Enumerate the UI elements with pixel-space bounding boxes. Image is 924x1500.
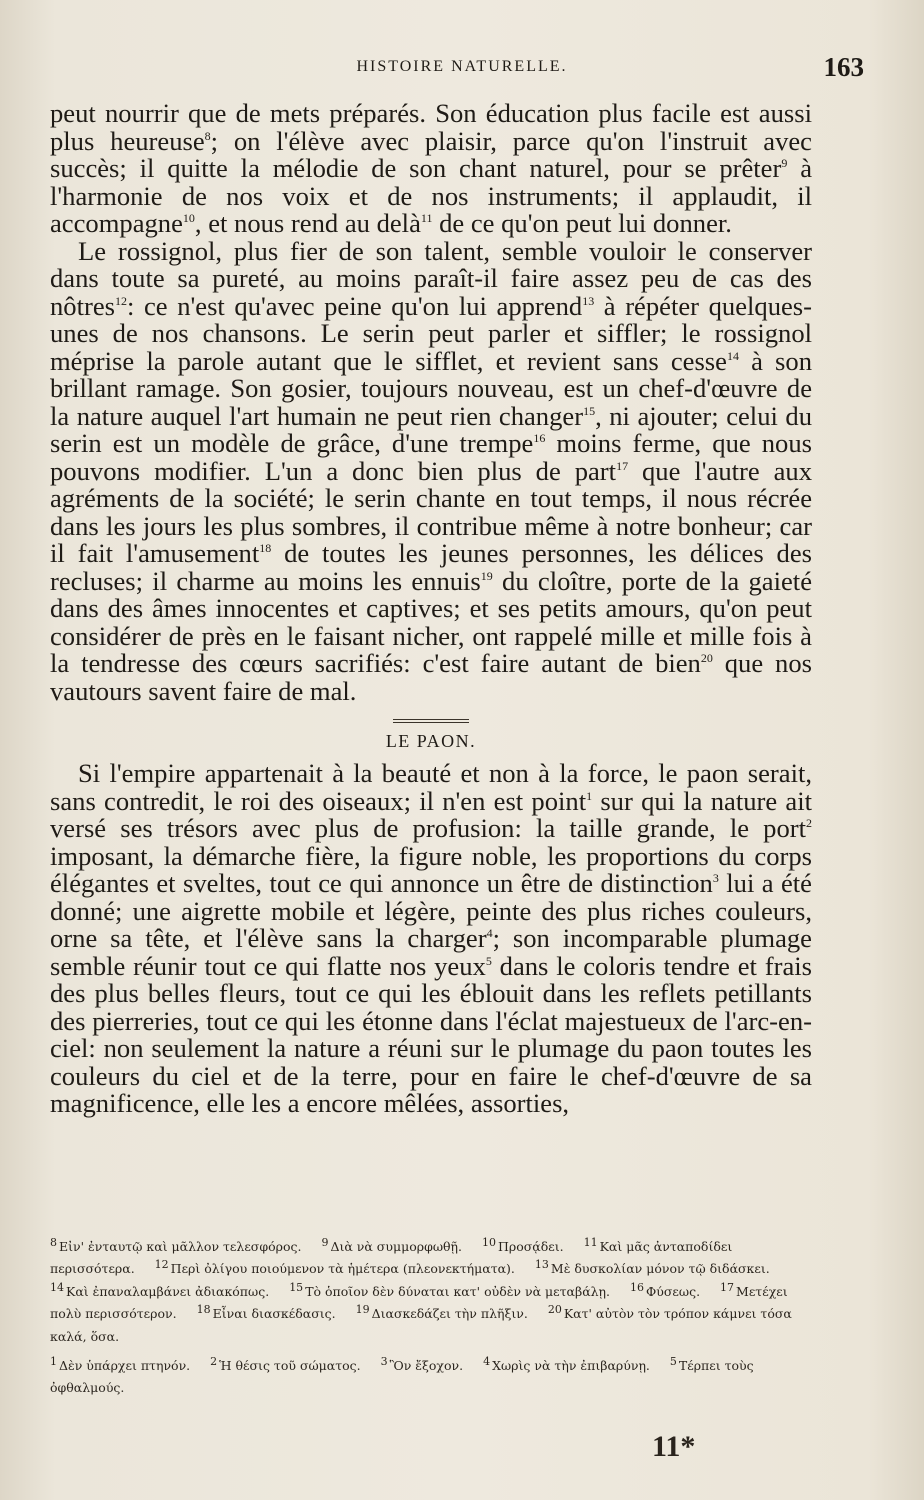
footnote: 2 Ἡ θέσις τοῦ σώματος. [210, 1354, 361, 1374]
footnote: 16 Φύσεως. [630, 1280, 701, 1299]
text-run: à répéter quelques-unes de nos chansons. Le serin peut parler et siffler; le rossignol méprise la parole autant que le sifflet, et revient sans cesse [50, 290, 812, 376]
text-run: lui a été donné; une aigrette mobile et légère, peinte des plus riches couleurs, orne sa tête, et l'élève sans la charger [50, 868, 812, 953]
footnote-ref: 19 [480, 568, 493, 583]
footnote: 5 Τέρπει τοὺς ὀφθαλμούς. [50, 1354, 754, 1396]
footnote-group-1 [50, 1236, 814, 1348]
footnote-ref: 4 [486, 926, 493, 941]
footnote-ref: 18 [259, 541, 272, 556]
footnote: 8 Εἰν' ἐνταυτῷ καὶ μᾶλλον τελεσφόρος. [50, 1235, 302, 1254]
footnote: 11 Καὶ μᾶς ἀνταποδίδει περισσότερα. [50, 1235, 733, 1277]
footnote: 15 Τὸ ὁποῖον δὲν δύναται κατ' οὐδὲν νὰ μεταβάλῃ. [289, 1280, 611, 1299]
footnote-ref: 14 [726, 348, 739, 363]
text-run: de toutes les jeunes personnes, les délices des recluses; il charme au moins les ennuis [50, 538, 812, 596]
footnote-ref: 9 [781, 156, 788, 171]
footnote-ref: 16 [533, 431, 546, 446]
text-run: Le rossignol, plus fier de son talent, semble vouloir le conserver dans toute sa pureté, au moins paraît-il faire assez peu de cas des nôtres [50, 235, 812, 321]
footnote-ref: 13 [582, 293, 595, 308]
footnote: 17 Μετέχει πολὺ περισσότερον. [50, 1280, 788, 1322]
text-run: moins ferme, que nous pouvons modifier. L'un a donc bien plus de part [50, 428, 812, 486]
text-run: Si l'empire appartenait à la beauté et non à la force, le paon serait, sans contredit, le roi des oiseaux; il n'en est point [50, 758, 812, 816]
footnote: 19 Διασκεδάζει τὴν πλῆξιν. [355, 1303, 528, 1322]
footnote: 4 Χωρὶς νὰ τὴν ἐπιβαρύνῃ. [483, 1354, 650, 1374]
text-run: ; on l'élève avec plaisir, parce qu'on l'instruit avec succès; il quitte la mélodie de son chant naturel, pour se prêter [50, 125, 812, 183]
footnote: 3 Ὃν ἔξοχον. [380, 1354, 464, 1374]
text-run: du cloître, porte de la gaieté dans des âmes innocentes et captives; et ses petits amours, qu'on peut considérer de près en le faisant nicher, ont rappelé mille et mille fois à la tendresse des cœurs sacrifiés: c'est faire autant de bien [50, 565, 812, 678]
signature-mark: 11* [652, 1430, 696, 1463]
text-run: : ce n'est qu'avec peine qu'on lui apprend [127, 290, 583, 321]
page-number: 163 [823, 52, 864, 82]
footnote: 12 Περὶ ὀλίγου ποιούμενον τὰ ἡμέτερα (πλεονεκτήματα). [154, 1258, 515, 1277]
footnote: 13 Μὲ δυσκολίαν μόνον τῷ διδάσκει. [534, 1258, 770, 1277]
footnote: 20 Κατ' αὐτὸν τὸν τρόπον κάμνει τόσα καλά, ὅσα. [50, 1303, 792, 1344]
paragraph-2 [50, 235, 813, 706]
text-run: de ce qu'on peut lui donner. [432, 208, 732, 238]
footnote-ref: 3 [712, 871, 719, 886]
footnote-ref: 12 [115, 293, 127, 308]
main-text [50, 100, 812, 1118]
section-divider [393, 719, 469, 723]
text-run: que nos vautours savent faire de mal. [50, 648, 812, 706]
footnote-ref: 17 [616, 458, 629, 473]
text-run: ; son incomparable plumage semble réunir tout ce qui flatte nos yeux [50, 923, 812, 981]
page-header [52, 50, 872, 90]
text-run: sur qui la nature ait versé ses trésors avec plus de profusion: la taille grande, le port [50, 785, 812, 843]
section-title: LE PAON. [385, 731, 477, 751]
footnote-ref: 20 [700, 651, 713, 666]
running-head: HISTOIRE NATURELLE. [356, 58, 568, 75]
footnote: 1 Δὲν ὑπάρχει πτηνόν. [50, 1354, 191, 1374]
text-run: à son brillant ramage. Son gosier, toujours nouveau, est un chef-d'œuvre de la nature auquel l'art humain ne peut rien changer [50, 345, 813, 431]
text-run: dans le coloris tendre et frais des plus belles fleurs, tout ce qui les éblouit dans les reflets petillants des pierreries, tout ce qui les étonne dans l'éclat majestueux de l'arc-en-ciel: non seulement la nature a réuni sur le plumage du paon toutes les couleurs du ciel et de la terre, pour en faire le chef-d'œuvre de sa magnificence, elle les a encore mêlées, assorties, [50, 950, 812, 1118]
paragraph-3 [50, 760, 812, 1118]
footnote-ref: 11 [420, 211, 433, 226]
footnote-ref: 8 [204, 128, 211, 143]
text-run: peut nourrir que de mets préparés. Son éducation plus facile est aussi plus heureuse [50, 98, 812, 156]
footnote-ref: 1 [586, 788, 593, 803]
footnotes [50, 1236, 814, 1407]
footnote: 18 Εἶναι διασκέδασις. [196, 1303, 336, 1322]
footnote-ref: 10 [182, 211, 195, 226]
text-run: imposant, la démarche fière, la figure noble, les proportions du corps élégantes et sveltes, tout ce qui annonce un être de distinction [50, 840, 812, 898]
footnote: 14 Καὶ ἐπαναλαμβάνει ἀδιακόπως. [50, 1280, 270, 1299]
paragraph-1 [50, 100, 812, 238]
footnote-ref: 15 [583, 403, 596, 418]
text-run: à l'harmonie de nos voix et de nos instruments; il applaudit, il accompagne [50, 153, 812, 238]
text-run: , et nous rend au delà [194, 208, 421, 238]
footnote-group-2 [50, 1355, 814, 1400]
text-run: que l'autre aux agréments de la société; le serin chante en tout temps, il nous récrée dans les jours les plus sombres, il contribue même à notre bonheur; car il fait l'amusement [50, 455, 812, 568]
text-run: , ni ajouter; celui du serin est un modèle de grâce, d'une trempe [50, 400, 812, 458]
footnote: 9 Διὰ νὰ συμμορφωθῇ. [321, 1235, 462, 1254]
footnote-ref: 5 [485, 953, 492, 968]
footnote-ref: 2 [806, 816, 812, 831]
footnote: 10 Προσᾴδει. [481, 1235, 564, 1254]
